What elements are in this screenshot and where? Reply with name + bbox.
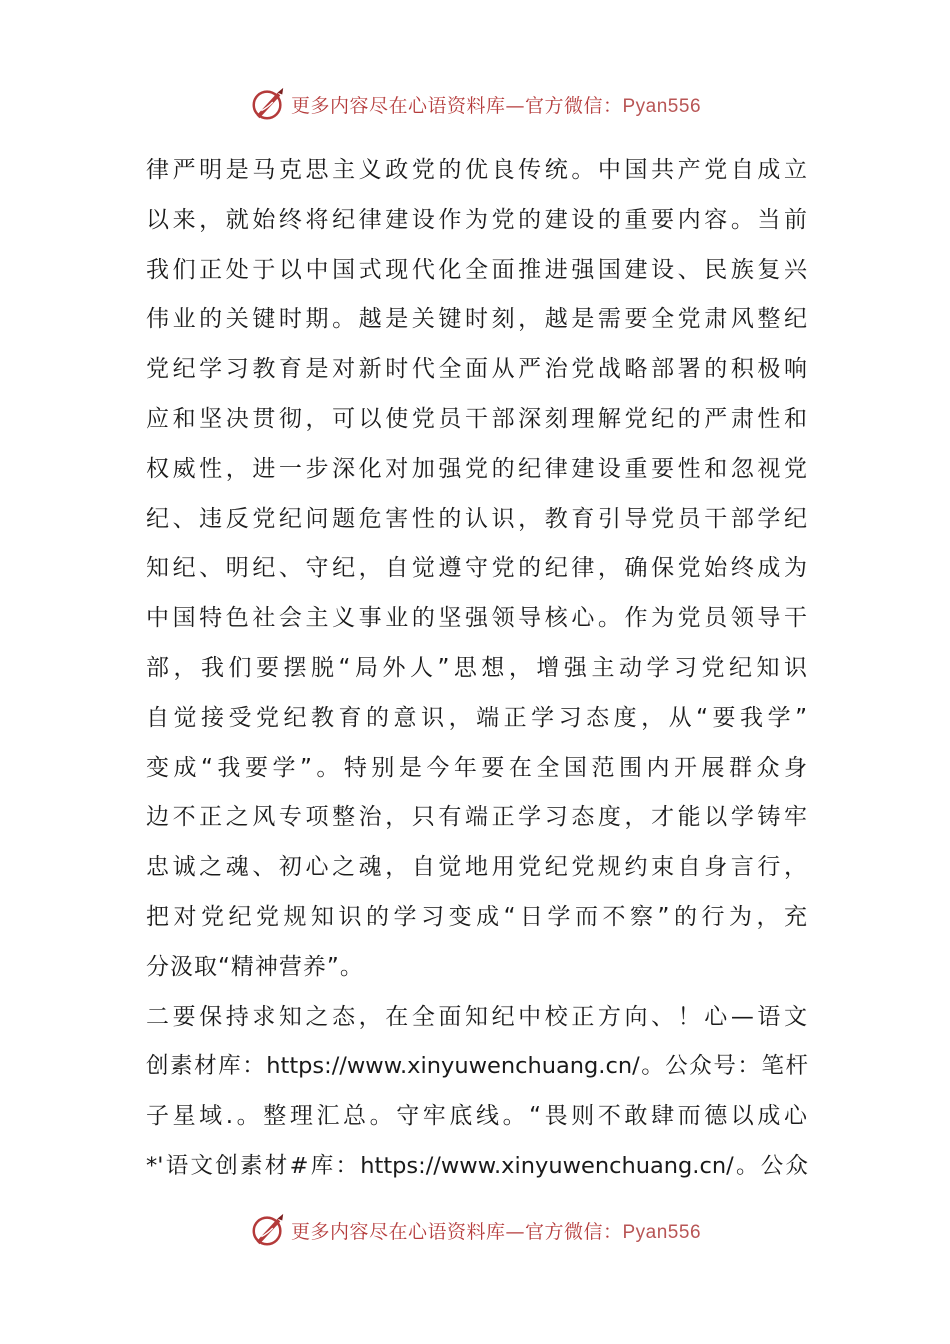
body-line: 边不正之风专项整治，只有端正学习态度，才能以学铸牢 [146, 804, 808, 831]
header-banner [0, 84, 950, 124]
body-line: 以来，就始终将纪律建设作为党的建设的重要内容。当前 [146, 206, 808, 233]
body-line: 把对党纪党规知识的学习变成“日学而不察”的行为，充 [146, 903, 808, 930]
body-line: 权威性，进一步深化对加强党的纪律建设重要性和忽视党 [146, 455, 808, 482]
body-line: 律严明是马克思主义政党的优良传统。中国共产党自成立 [146, 157, 808, 183]
header-wechat-id: Pyan556 [622, 95, 702, 117]
body-line: 党纪学习教育是对新时代全面从严治党战略部署的积极响 [146, 356, 808, 383]
footer-banner-text: 更多内容尽在心语资料库—官方微信：Pyan556 [290, 1220, 702, 1243]
body-line: 伟业的关键时期。越是关键时刻，越是需要全党肃风整纪 [146, 306, 808, 333]
body-line: 变成“我要学”。特别是今年要在全国范围内开展群众身 [146, 754, 808, 781]
body-line: 自觉接受党纪教育的意识，端正学习态度，从“要我学” [146, 704, 808, 731]
body-line: 子星域.。整理汇总。守牢底线。“畏则不敢肆而德以成心 [146, 1103, 808, 1130]
body-line: 纪、违反党纪问题危害性的认识，教育引导党员干部学纪 [146, 505, 808, 532]
body-line: 忠诚之魂、初心之魂，自觉地用党纪党规约束自身言行， [146, 854, 808, 881]
body-line: 分汲取“精神营养”。 [146, 953, 364, 980]
body-line: 部，我们要摆脱“局外人”思想，增强主动学习党纪知识 [146, 654, 808, 681]
footer-wechat-id: Pyan556 [622, 1221, 702, 1243]
body-line: 知纪、明纪、守纪，自觉遵守党的纪律，确保党始终成为 [146, 555, 808, 582]
document-body [146, 146, 808, 1192]
body-line: 中国特色社会主义事业的坚强领导核心。作为党员领导干 [146, 605, 808, 632]
body-line: 应和坚决贯彻，可以使党员干部深刻理解党纪的严肃性和 [146, 405, 808, 432]
pen-quill-logo-icon [249, 85, 287, 123]
header-banner-text: 更多内容尽在心语资料库—官方微信：Pyan556 [290, 94, 702, 117]
body-line: 二要保持求知之态，在全面知纪中校正方向、！心—语文 [146, 1003, 808, 1030]
body-line: 创素材库：https://www.xinyuwenchuang.cn/。公众号：笔杆 [146, 1053, 808, 1080]
body-line: *'语文创素材#库：https://www.xinyuwenchuang.cn/。公众 [146, 1152, 808, 1179]
footer-banner [0, 1210, 950, 1250]
pen-quill-logo-icon [249, 1211, 287, 1249]
body-line: 我们正处于以中国式现代化全面推进强国建设、民族复兴 [146, 256, 808, 283]
